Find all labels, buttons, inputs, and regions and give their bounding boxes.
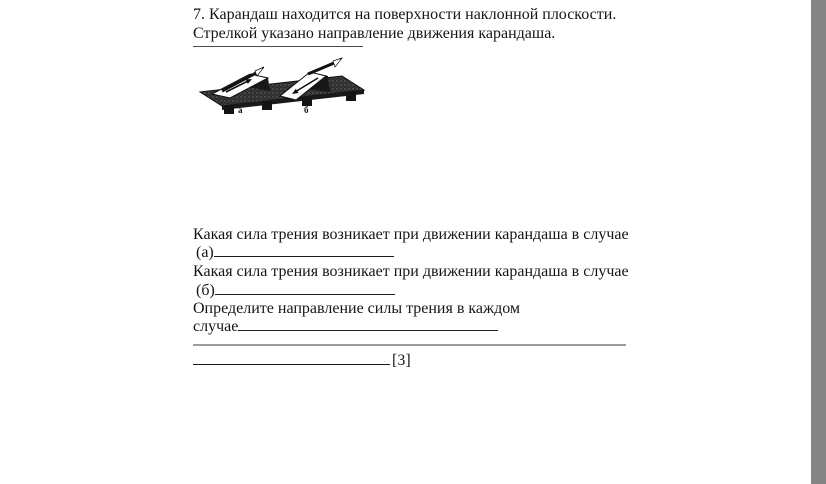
question-1-prefix: (а) — [196, 244, 214, 261]
figure-label-a: а — [238, 105, 243, 114]
question-3-prefix: случае — [193, 318, 239, 335]
marks-label: [3] — [392, 352, 411, 369]
question-3-answer-line — [193, 317, 498, 336]
question-1-blank — [214, 256, 394, 257]
question-3-blank — [238, 330, 498, 331]
question-1-text: Какая сила трения возникает при движении карандаша в случае — [193, 226, 629, 243]
marks-blank — [193, 364, 390, 365]
figure-inclined-planes — [196, 56, 366, 114]
pencil-b-icon — [308, 58, 342, 74]
heading-line-1: 7. Карандаш находится на поверхности наклонной плоскости. — [193, 6, 617, 23]
scrollbar[interactable] — [811, 0, 826, 484]
question-1-answer-line — [193, 243, 394, 262]
question-2-answer-line — [193, 281, 395, 300]
bench-leg — [224, 105, 234, 114]
heading-line-2: Стрелкой указано направление движения карандаша. — [193, 25, 556, 42]
question-2-prefix: (б) — [196, 282, 215, 299]
bench-leg — [262, 101, 272, 110]
heading-underline — [193, 46, 363, 47]
question-2-blank — [215, 294, 395, 295]
marks-line — [193, 351, 411, 370]
figure-label-b: б — [304, 105, 309, 114]
answer-rule-line — [193, 344, 626, 346]
bench-leg — [346, 92, 356, 101]
question-2-text: Какая сила трения возникает при движении карандаша в случае — [193, 263, 629, 280]
question-3-text: Определите направление силы трения в каждом — [193, 300, 521, 317]
